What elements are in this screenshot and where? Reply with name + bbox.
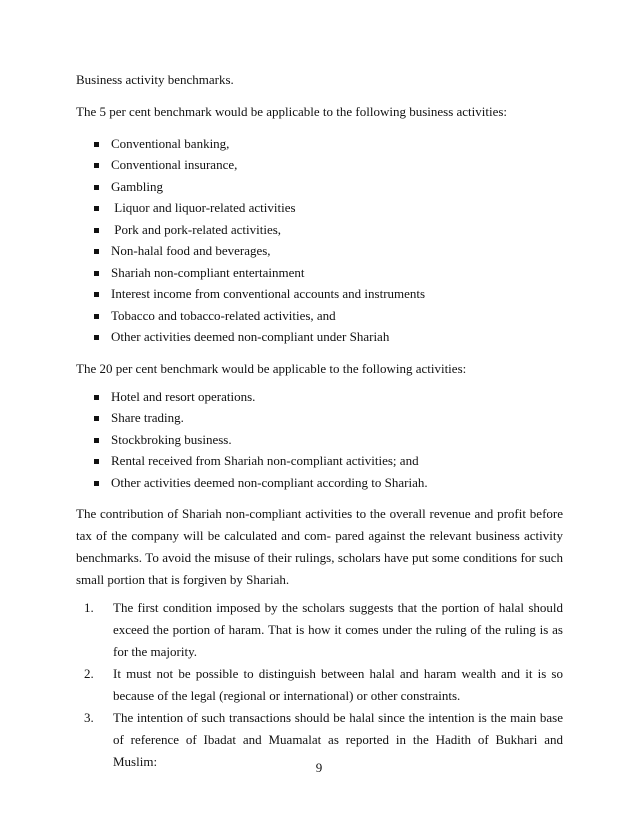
bullet-square-icon [94, 185, 99, 190]
bullet-square-icon [94, 481, 99, 486]
list-item: Other activities deemed non-compliant according to Shariah. [94, 475, 428, 491]
list-item: Conventional insurance, [94, 157, 237, 173]
list-item: Hotel and resort operations. [94, 389, 255, 405]
bullet-square-icon [94, 314, 99, 319]
bullet-square-icon [94, 335, 99, 340]
bullet-square-icon [94, 249, 99, 254]
item-number: 3. [84, 710, 94, 725]
list-item: Conventional banking, [94, 136, 229, 152]
bullet-square-icon [94, 228, 99, 233]
item-text: The intention of such transactions should be halal since the intention is the main base of reference of Ibadat and Muamalat as reported in the Hadith of Bukhari and Muslim: [113, 710, 563, 769]
bullet-square-icon [94, 395, 99, 400]
bullet-square-icon [94, 438, 99, 443]
item-number: 1. [84, 600, 94, 615]
list-item: Interest income from conventional accounts and instruments [94, 286, 425, 302]
item-text: The first condition imposed by the scholars suggests that the portion of halal should exceed the portion of haram. That is how it comes under the ruling of the ruling is as for the majority. [113, 600, 563, 659]
page-number: 9 [315, 760, 323, 775]
intro-20-percent: The 20 per cent benchmark would be applicable to the following activities: [76, 361, 467, 376]
list-item: Non-halal food and beverages, [94, 243, 271, 259]
intro-5-percent: The 5 per cent benchmark would be applicable to the following business activities: [76, 104, 508, 119]
list-item: Liquor and liquor-related activities [94, 200, 296, 216]
bullet-square-icon [94, 271, 99, 276]
list-item: Share trading. [94, 410, 184, 426]
bullet-square-icon [94, 206, 99, 211]
list-item: Gambling [94, 179, 163, 195]
list-item: Tobacco and tobacco-related activities, and [94, 308, 336, 324]
bullet-square-icon [94, 142, 99, 147]
bullet-square-icon [94, 163, 99, 168]
bullet-square-icon [94, 292, 99, 297]
numbered-item [84, 597, 563, 663]
list-item: Rental received from Shariah non-compliant activities; and [94, 453, 419, 469]
section-heading: Business activity benchmarks. [76, 72, 234, 87]
contribution-paragraph: The contribution of Shariah non-compliant activities to the overall revenue and profit before tax of the company will be calculated and com- pared against the relevant business activity benchmarks. To avoid the misuse of their rulings, scholars have put some conditions for such small portion that is forgiven by Shariah. [76, 506, 563, 587]
item-number: 2. [84, 666, 94, 681]
list-item: Pork and pork-related activities, [94, 222, 281, 238]
numbered-item [84, 663, 563, 707]
bullet-square-icon [94, 416, 99, 421]
item-text: It must not be possible to distinguish between halal and haram wealth and it is so because of the legal (regional or international) or other constraints. [113, 666, 563, 703]
bullet-square-icon [94, 459, 99, 464]
list-item: Stockbroking business. [94, 432, 232, 448]
list-item: Other activities deemed non-compliant under Shariah [94, 329, 389, 345]
list-item: Shariah non-compliant entertainment [94, 265, 305, 281]
